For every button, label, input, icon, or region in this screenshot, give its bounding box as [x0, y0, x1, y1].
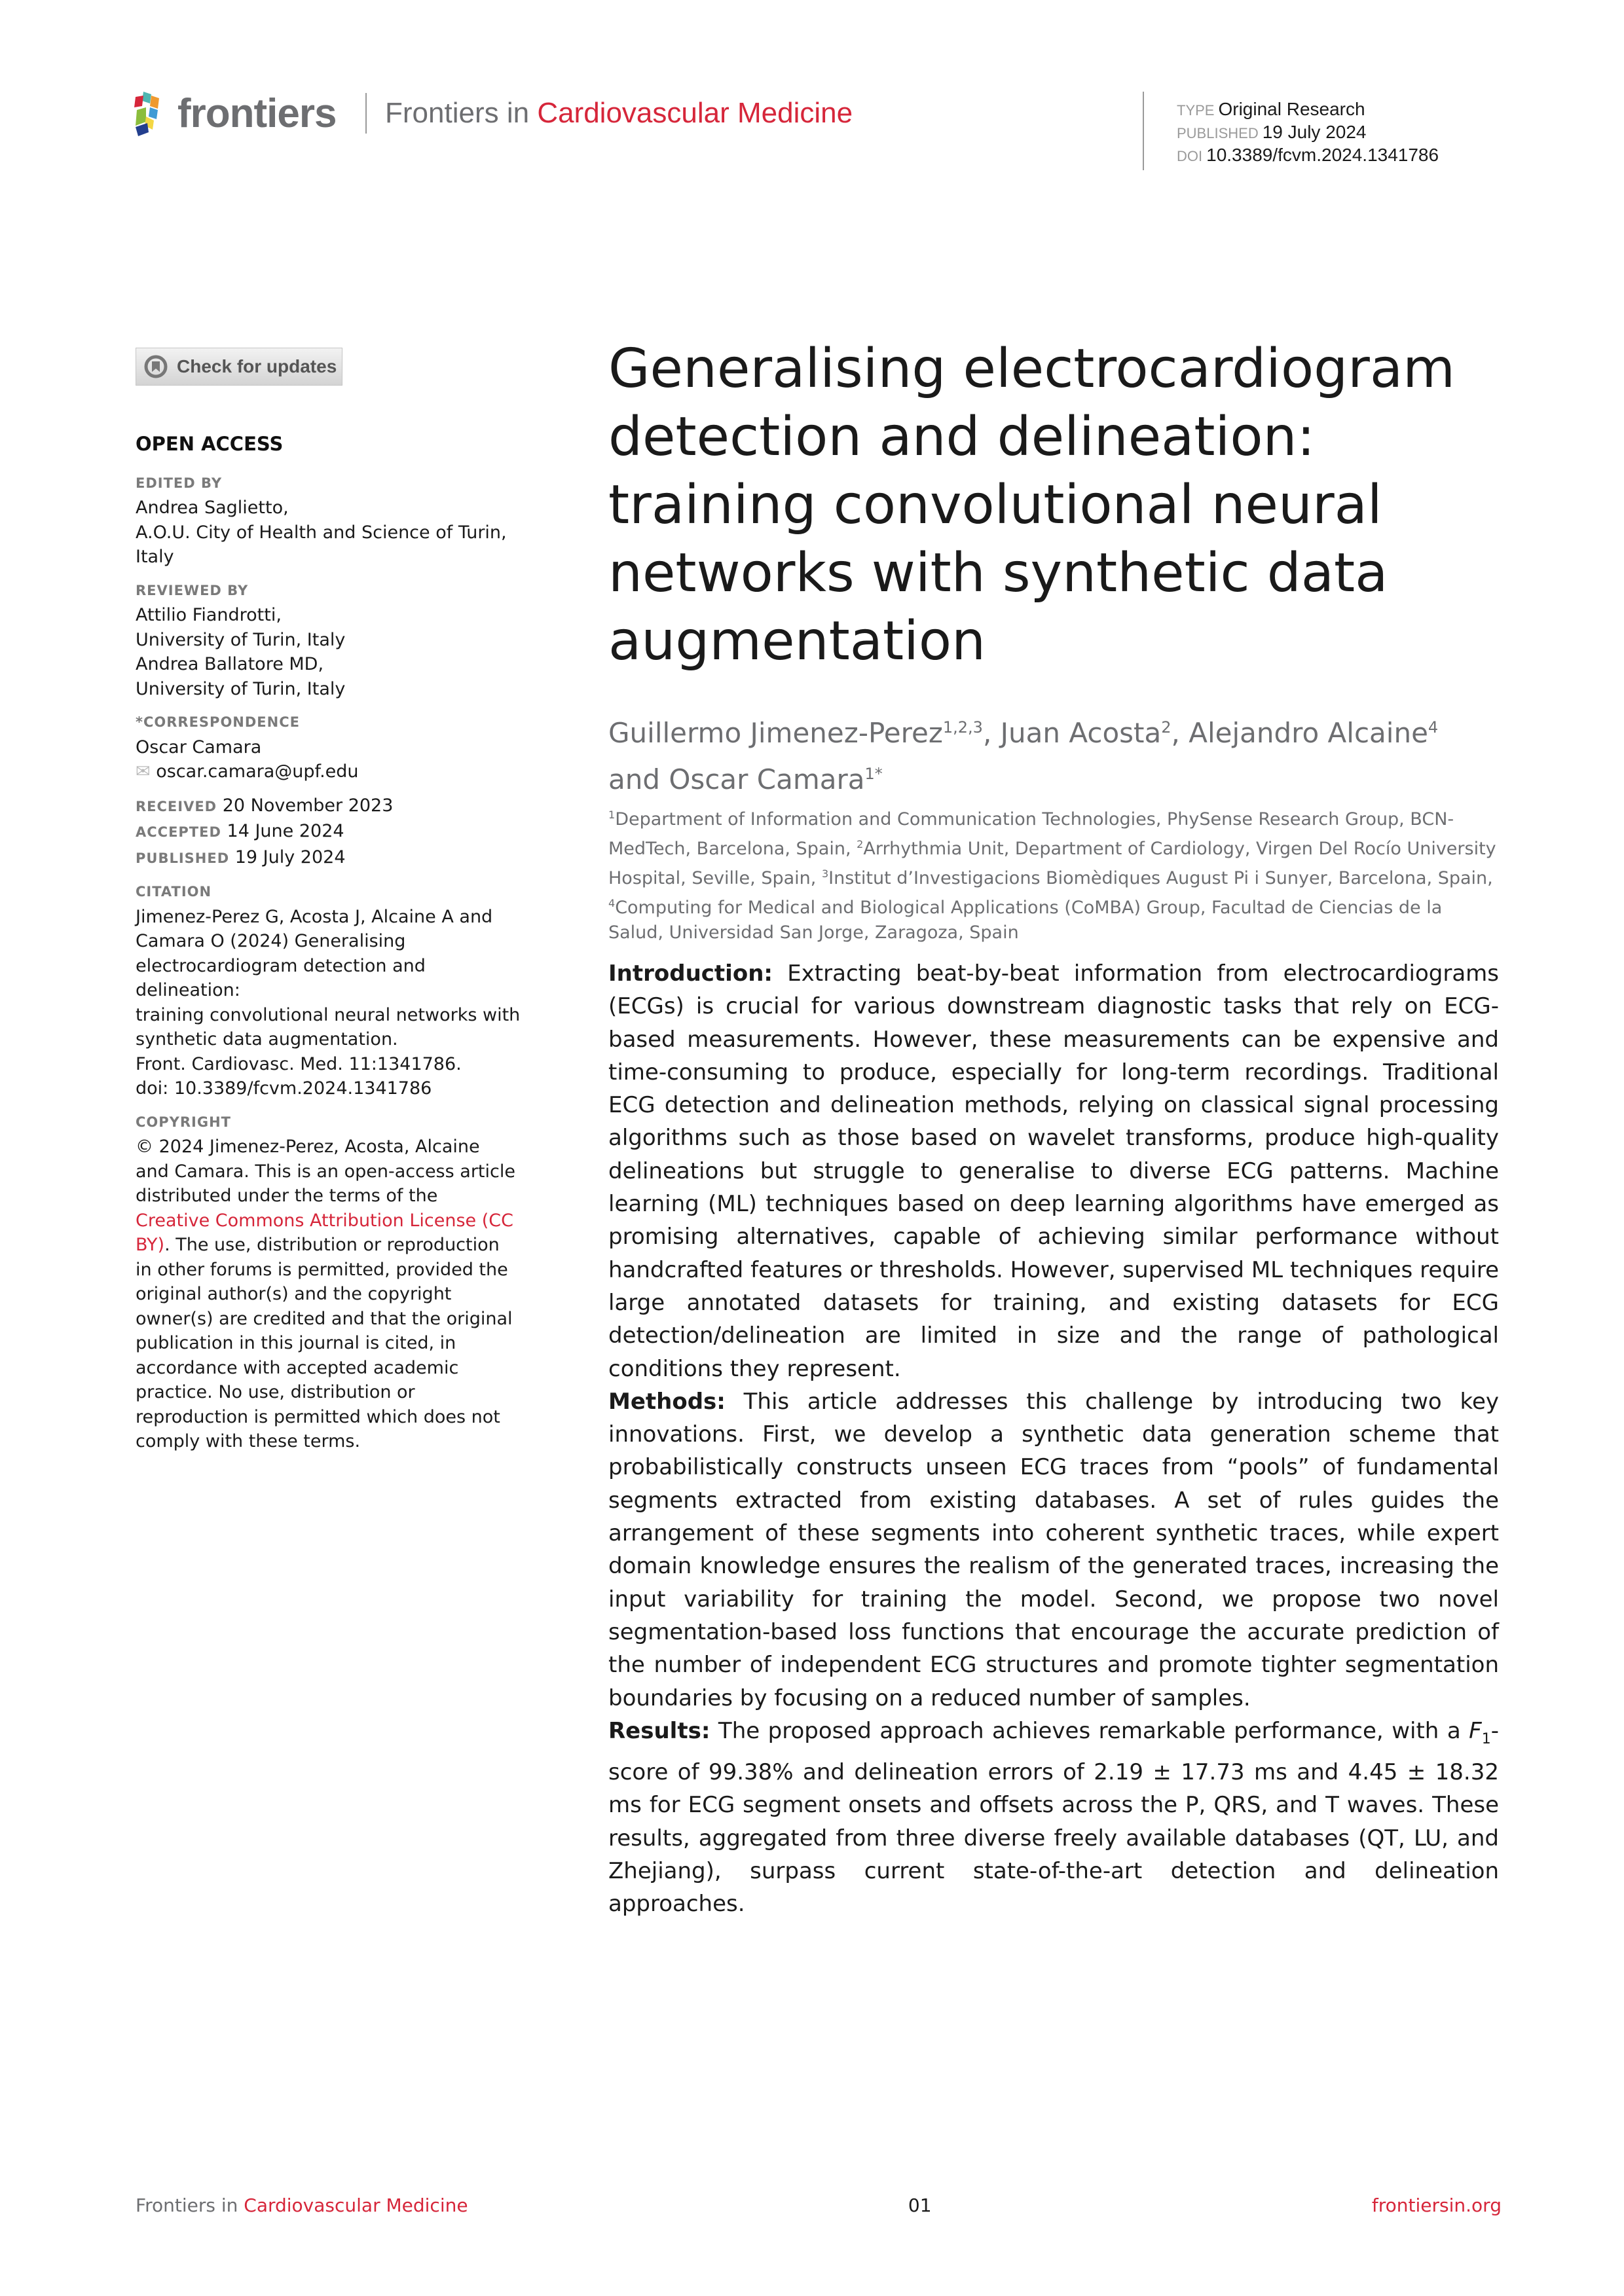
author-name[interactable]: Juan Acosta — [1000, 717, 1162, 749]
copyright-section — [136, 1110, 528, 1454]
correspondence-label: *CORRESPONDENCE — [136, 714, 300, 730]
received-date: 20 November 2023 — [222, 795, 394, 816]
introduction-label: Introduction: — [608, 960, 773, 987]
author-sep: , — [982, 717, 1001, 749]
bookmark-icon — [144, 355, 168, 378]
affiliation: Computing for Medical and Biological Applications (CoMBA) Group, Facultad de Ciencias de la Salud, Universidad San Jorge, Zaragoza, Spain — [608, 898, 1443, 943]
citation-section — [136, 880, 528, 1101]
article-title: Generalising electrocardiogram detection and delineation: training convolutional neural networks with synthetic data augmentation — [608, 338, 1456, 672]
author-list — [608, 707, 1525, 800]
copyright-pre: © 2024 Jimenez-Perez, Acosta, Alcaine and Camara. This is an open-access article distributed under the terms of the — [136, 1137, 515, 1206]
accepted-date: 14 June 2024 — [227, 821, 344, 841]
f-subscript: 1 — [1481, 1730, 1491, 1747]
correspondence-email[interactable]: oscar.camara@upf.edu — [156, 761, 359, 782]
doi-value[interactable]: 10.3389/fcvm.2024.1341786 — [1206, 145, 1439, 165]
citation-line: electrocardiogram detection and delineation: — [136, 955, 426, 1000]
citation-line: Jimenez-Perez G, Acosta J, Alcaine A and — [136, 906, 493, 927]
published-date: 19 July 2024 — [234, 847, 346, 867]
author-sep: , — [1171, 717, 1189, 749]
meta-divider — [1143, 92, 1144, 170]
correspondence-name: Oscar Camara — [136, 737, 262, 757]
type-value: Original Research — [1218, 99, 1365, 119]
journal-name: Cardiovascular Medicine — [537, 97, 853, 129]
copyright-text — [136, 1135, 515, 1454]
footer-journal-prefix: Frontiers in — [136, 2195, 238, 2216]
article-meta — [1177, 98, 1439, 167]
doi-label: DOI — [1177, 148, 1203, 164]
author-name[interactable]: Guillermo Jimenez-Perez — [608, 717, 943, 749]
author-affil-sup: 4 — [1428, 718, 1439, 737]
envelope-icon: ✉ — [136, 761, 151, 782]
citation-line: synthetic data augmentation. — [136, 1029, 398, 1049]
dates-section — [136, 793, 528, 871]
reviewed-by-label: REVIEWED BY — [136, 582, 249, 598]
frontiers-logo[interactable] — [134, 90, 336, 137]
copyright-label: COPYRIGHT — [136, 1114, 231, 1130]
sidebar — [136, 432, 528, 1463]
type-label: TYPE — [1177, 102, 1215, 118]
edited-by-label: EDITED BY — [136, 475, 223, 491]
open-access-label: OPEN ACCESS — [136, 433, 284, 455]
affiliation: Arrhythmia Unit, Department of Cardiology, Virgen Del Rocío University Hospital, Seville, Spain, — [608, 839, 1496, 888]
author-name[interactable]: and Oscar Camara — [608, 763, 865, 795]
frontiers-logo-icon — [134, 92, 171, 136]
editor-line: Italy — [136, 547, 174, 567]
reviewer-line: Attilio Fiandrotti, — [136, 605, 282, 625]
author-affil-sup: 2 — [1161, 718, 1172, 737]
abstract-introduction — [608, 957, 1499, 1385]
received-label: RECEIVED — [136, 798, 217, 814]
affil-sup: 2 — [857, 838, 864, 850]
citation-line: training convolutional neural networks with — [136, 1004, 521, 1025]
citation-line: doi: 10.3389/fcvm.2024.1341786 — [136, 1078, 432, 1099]
author-affil-sup: 1,2,3 — [942, 718, 983, 737]
check-for-updates-button[interactable] — [136, 348, 342, 386]
citation-line: Camara O (2024) Generalising — [136, 931, 406, 951]
affiliations — [608, 803, 1502, 945]
edited-by-section — [136, 471, 528, 570]
accepted-label: ACCEPTED — [136, 824, 221, 840]
published-value: 19 July 2024 — [1262, 122, 1367, 142]
page-footer — [136, 2195, 1502, 2216]
journal-prefix: Frontiers in — [385, 97, 530, 129]
citation-label: CITATION — [136, 884, 212, 900]
abstract — [608, 957, 1499, 1920]
published-label: PUBLISHED — [136, 850, 230, 866]
reviewer-line: University of Turin, Italy — [136, 629, 346, 650]
author-affil-sup: 1* — [864, 765, 883, 783]
introduction-text: Extracting beat-by-beat information from electrocardiograms (ECGs) is crucial for various downstream diagnostic tasks that rely on ECG-based measurements. However, these measurements can be expensive and time-consuming to produce, especially for long-term recordings. Traditional ECG detection and delineation methods, relying on classical signal processing algorithms such as those based on wavelet transforms, produce high-quality delineations but struggle to generalise to diverse ECG patterns. Machine learning (ML) techniques based on deep learning algorithms have emerged as promising alternatives, capable of achieving similar performance without handcrafted features or thresholds. However, supervised ML techniques require large annotated datasets for training, and existing datasets for ECG detection/delineation are limited in size and the range of pathological conditions they represent. — [608, 960, 1499, 1382]
author-name[interactable]: Alejandro Alcaine — [1189, 717, 1428, 749]
reviewed-by-section — [136, 579, 528, 702]
affiliation: Institut d’Investigacions Biomèdiques August Pi i Sunyer, Barcelona, Spain, — [828, 868, 1493, 888]
logo-text: frontiers — [177, 91, 337, 136]
results-label: Results: — [608, 1717, 710, 1744]
cc-by-license-link[interactable]: Creative Commons Attribution License (CC BY) — [136, 1210, 513, 1255]
page-number: 01 — [908, 2195, 932, 2216]
results-text: The proposed approach achieves remarkable performance, with a — [710, 1717, 1469, 1744]
methods-text: This article addresses this challenge by introducing two key innovations. First, we develop a synthetic data generation scheme that probabilistically constructs unseen ECG traces from “pools” of fundamental segments extracted from existing databases. A set of rules guides the arrangement of these segments into coherent synthetic traces, while expert domain knowledge ensures the realism of the generated traces, increasing the input variability for training the model. Second, we propose two novel segmentation-based loss functions that encourage the accurate prediction of the number of independent ECG structures and promote tighter segmentation boundaries by focusing on a reduced number of samples. — [608, 1388, 1499, 1711]
affil-sup: 1 — [608, 809, 616, 821]
reviewer-line: University of Turin, Italy — [136, 678, 346, 699]
abstract-results — [608, 1715, 1499, 1921]
check-for-updates-label: Check for updates — [177, 356, 337, 376]
affiliation: Department of Information and Communication Technologies, PhySense Research Group, BCN-MedTech, Barcelona, Spain, — [608, 809, 1454, 859]
affil-sup: 3 — [821, 867, 829, 880]
header-divider — [365, 93, 367, 134]
footer-site-link[interactable]: frontiersin.org — [1371, 2195, 1502, 2216]
editor-line: Andrea Saglietto, — [136, 498, 289, 518]
editor-line: A.O.U. City of Health and Science of Turin, — [136, 522, 507, 543]
published-label: PUBLISHED — [1177, 125, 1259, 141]
journal-title[interactable] — [385, 97, 853, 130]
citation-line: Front. Cardiovasc. Med. 11:1341786. — [136, 1053, 462, 1074]
abstract-methods — [608, 1385, 1499, 1715]
correspondence-section — [136, 710, 528, 784]
results-text: -score of 99.38% and delineation errors of 2.19 ± 17.73 ms and 4.45 ± 18.32 ms for ECG segment onsets and offsets across the P, QRS, and T waves. These results, aggregated from three diverse freely available databases (QT, LU, and Zhejiang), surpass current state-of-the-art detection and delineation approaches. — [608, 1717, 1499, 1918]
footer-journal[interactable] — [136, 2195, 468, 2216]
footer-journal-name: Cardiovascular Medicine — [244, 2195, 468, 2216]
f-symbol: F — [1469, 1717, 1482, 1744]
affil-sup: 4 — [608, 897, 616, 909]
methods-label: Methods: — [608, 1388, 726, 1415]
reviewer-line: Andrea Ballatore MD, — [136, 654, 324, 674]
copyright-post: . The use, distribution or reproduction in other forums is permitted, provided the original author(s) and the copyright owner(s) are credited and that the original publication in this journal is cited, in accordance with accepted academic practice. No use, distribution or reproduction is permitted which does not comply with these terms. — [136, 1235, 513, 1451]
